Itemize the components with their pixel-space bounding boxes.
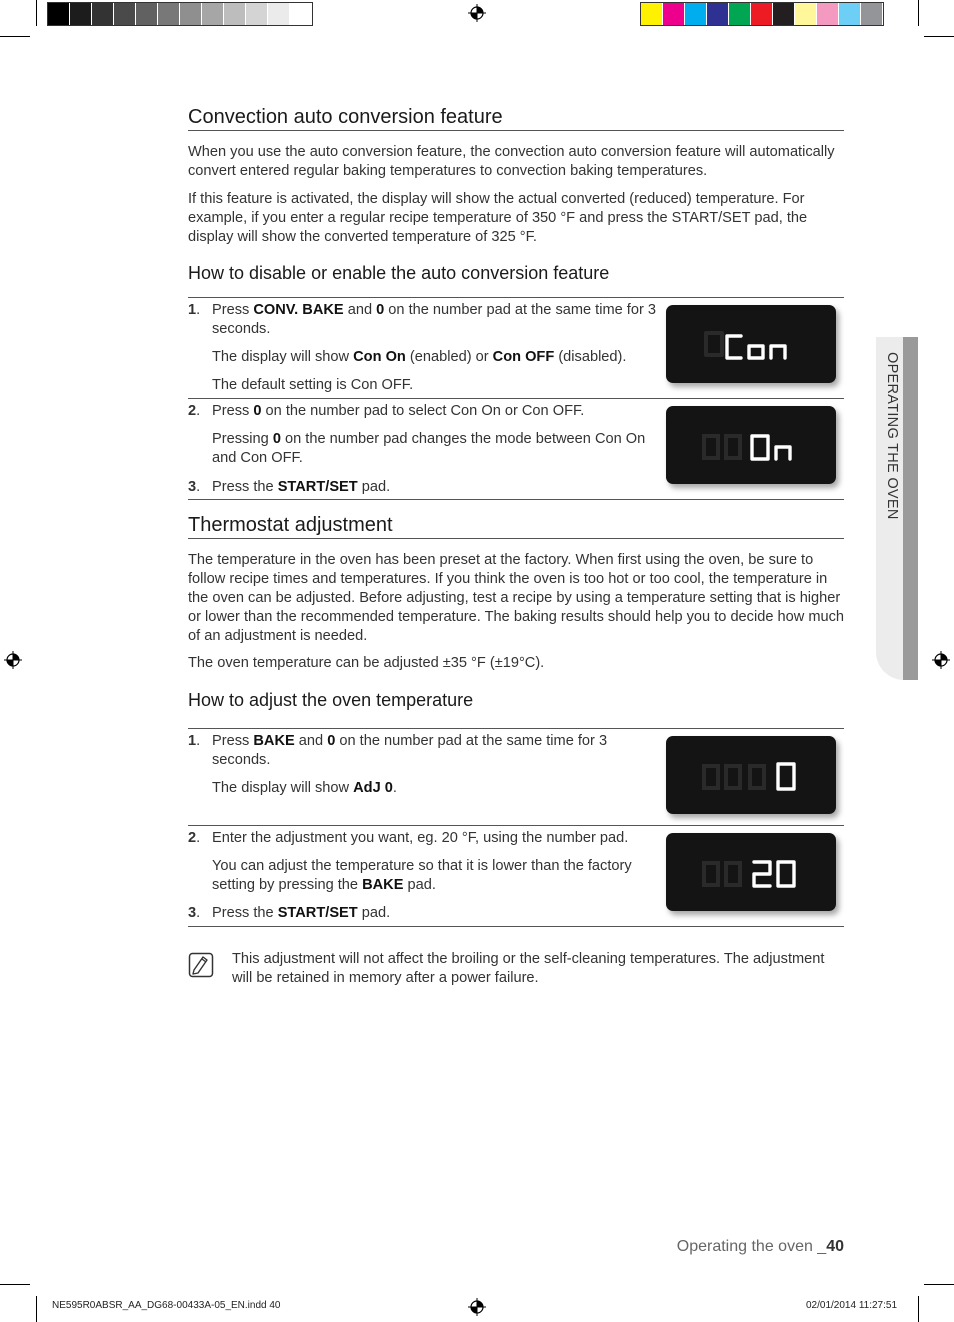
color-swatch [246,3,268,25]
paragraph: The oven temperature can be adjusted ±35 °F (±19°C). [188,655,545,671]
paragraph: The temperature in the oven has been preset at the factory. When first using the oven, be sure to follow recipe times and temperatures. If you think the oven is too hot or too cool, the temperature in the oven can be adjusted. Before adjusting, test a recipe by using a temperature setting that is higher or lower than the recommended temperature. The baking results should help you to decide how much of an adjustment is needed. [188,552,845,644]
step-item: 1. Press CONV. BAKE and 0 on the number pad at the same time for 3 seconds. The display will show Con On (enabled) or Con OFF (disabled). The default setting is Con OFF. [188,302,657,393]
display-con [666,305,836,383]
subsection-title: How to disable or enable the auto conversion feature [188,263,610,283]
step-item: 2. Enter the adjustment you want, eg. 20 °F, using the number pad. You can adjust the temperature so that it is lower than the factory setting by pressing the BAKE pad. [188,830,632,893]
divider [188,825,844,826]
note-text: This adjustment will not affect the broiling or the self-cleaning temperatures. The adjustment will be retained in memory after a power failure. [232,951,825,986]
color-swatch [224,3,246,25]
divider [188,398,844,399]
file-slug: NE595R0ABSR_AA_DG68-00433A-05_EN.indd 40 [52,1300,281,1311]
divider [188,499,844,500]
color-swatch [136,3,158,25]
page-number: 40 [826,1238,844,1255]
divider [188,297,844,298]
registration-mark-icon [932,651,950,669]
registration-mark-icon [4,651,22,669]
color-swatch [114,3,136,25]
color-swatch [202,3,224,25]
divider [188,926,844,927]
crop-mark [36,1296,37,1322]
color-swatch [817,3,839,25]
subsection-title: How to adjust the oven temperature [188,690,474,710]
color-swatch [861,3,883,25]
paragraph: If this feature is activated, the display will show the actual converted (reduced) temperature. For example, if you enter a regular recipe temperature of 350 °F and press the START/SET pad, the display will show the converted temperature of 325 °F. [188,191,808,245]
side-tab-label: OPERATING THE OVEN [884,352,900,520]
crop-mark [0,1284,30,1285]
color-swatch [663,3,685,25]
step-item: 2. Press 0 on the number pad to select Con On or Con OFF. Pressing 0 on the number pad changes the mode between Con On and Con OFF. [188,403,646,466]
crop-mark [924,36,954,37]
note-pencil-icon [188,952,214,978]
color-swatch [707,3,729,25]
step-item: 3. Press the START/SET pad. [188,905,391,921]
color-swatch [641,3,663,25]
registration-mark-icon [468,4,486,22]
color-calibration-swatches [640,2,884,26]
display-adjust-zero [666,736,836,814]
color-swatch [751,3,773,25]
color-swatch [48,3,70,25]
color-swatch [729,3,751,25]
color-swatch [158,3,180,25]
section-title: Convection auto conversion feature [188,106,844,131]
display-adjust-twenty [666,833,836,911]
paragraph: When you use the auto conversion feature, the convection auto conversion feature will automatically convert entered regular baking temperatures to convection baking temperatures. [188,144,835,179]
section-title: Thermostat adjustment [188,514,844,539]
step-item: 1. Press BAKE and 0 on the number pad at the same time for 3 seconds. The display will show AdJ 0. [188,733,608,796]
color-swatch [268,3,290,25]
divider [188,728,844,729]
crop-mark [918,1296,919,1322]
crop-mark [924,1284,954,1285]
color-swatch [773,3,795,25]
crop-mark [0,36,30,37]
registration-mark-icon [468,1298,486,1316]
display-on [666,406,836,484]
color-swatch [795,3,817,25]
gray-calibration-swatches [47,2,313,26]
crop-mark [36,0,37,26]
page-footer: Operating the oven _40 [676,1238,844,1255]
color-swatch [685,3,707,25]
side-tab-strip [903,337,918,680]
color-swatch [839,3,861,25]
crop-mark [918,0,919,26]
color-swatch [92,3,114,25]
step-item: 3. Press the START/SET pad. [188,479,391,495]
color-swatch [290,3,312,25]
color-swatch [180,3,202,25]
date-slug: 02/01/2014 11:27:51 [806,1300,898,1311]
color-swatch [70,3,92,25]
